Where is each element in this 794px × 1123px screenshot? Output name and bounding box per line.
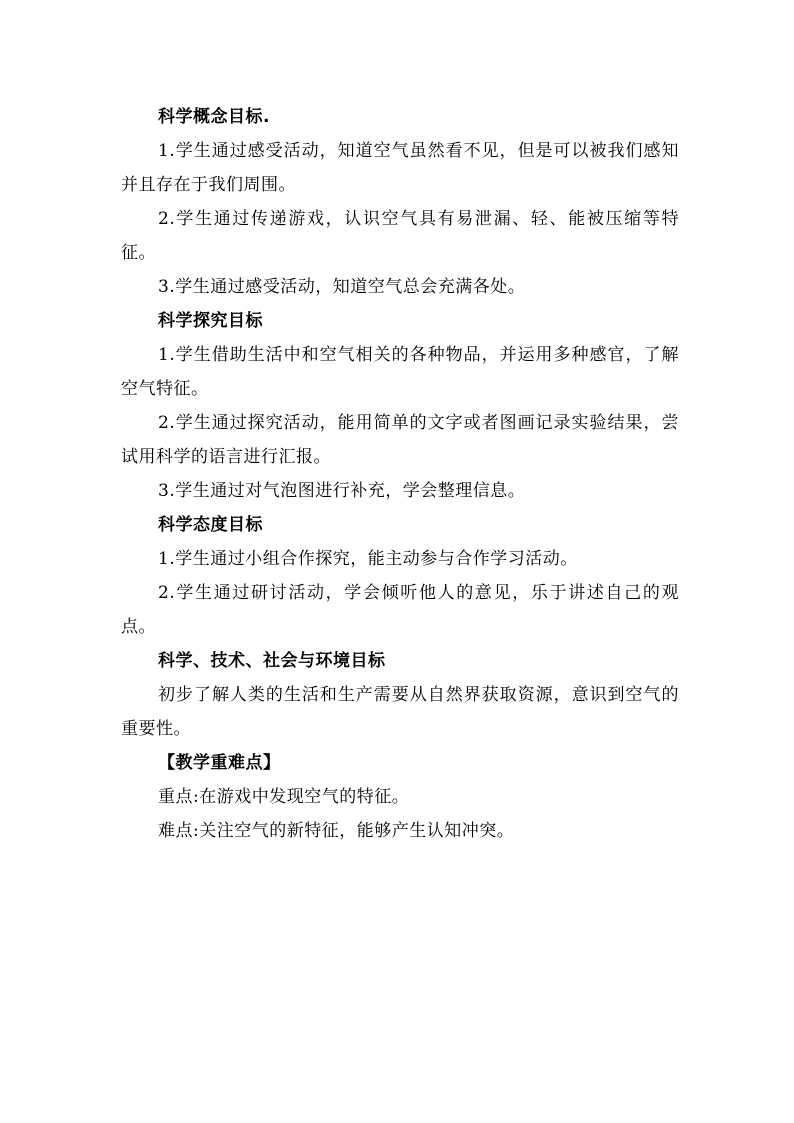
paragraph: 重点:在游戏中发现空气的特征。 <box>158 787 410 807</box>
paragraph: 2.学生通过研讨活动，学会倾听他人的意见，乐于讲述自己的观点。 <box>121 583 679 637</box>
document-body <box>121 100 679 848</box>
section-heading-stse: 科学、技术、社会与环境目标 <box>158 651 386 671</box>
paragraph: 1.学生通过感受活动，知道空气虽然看不见，但是可以被我们感知并且存在于我们周围。 <box>121 141 679 195</box>
section-heading-inquiry: 科学探究目标 <box>158 311 263 331</box>
paragraph: 2.学生通过探究活动，能用简单的文字或者图画记录实验结果，尝试用科学的语言进行汇报。 <box>121 413 679 467</box>
section-heading-attitude: 科学态度目标 <box>158 515 263 535</box>
paragraph: 难点:关注空气的新特征，能够产生认知冲突。 <box>158 821 515 841</box>
paragraph: 2.学生通过传递游戏，认识空气具有易泄漏、轻、能被压缩等特征。 <box>121 209 679 263</box>
section-heading-concept: 科学概念目标. <box>158 107 270 127</box>
section-heading-key-points: 【教学重难点】 <box>158 753 281 773</box>
paragraph: 1.学生通过小组合作探究，能主动参与合作学习活动。 <box>158 549 578 569</box>
paragraph: 3.学生通过感受活动，知道空气总会充满各处。 <box>158 277 526 297</box>
paragraph: 3.学生通过对气泡图进行补充，学会整理信息。 <box>158 481 526 501</box>
paragraph: 初步了解人类的生活和生产需要从自然界获取资源，意识到空气的重要性。 <box>121 685 679 739</box>
paragraph: 1.学生借助生活中和空气相关的各种物品，并运用多种感官，了解空气特征。 <box>121 345 679 399</box>
